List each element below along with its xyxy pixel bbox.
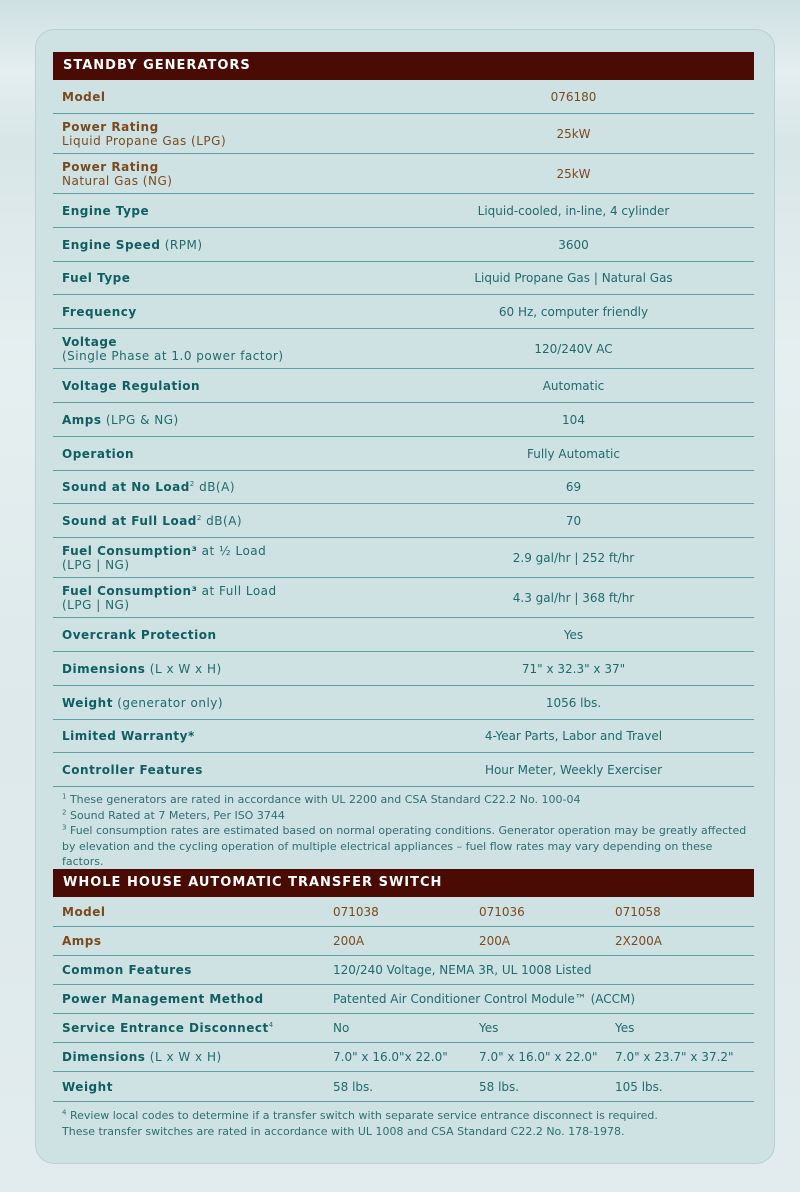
table-row xyxy=(53,154,754,194)
cell-weight-2: 58 lbs. xyxy=(479,1079,520,1094)
cell-dim-3: 7.0" x 23.7" x 37.2" xyxy=(615,1050,734,1064)
row-value: 104 xyxy=(562,412,585,427)
cell-power-mgmt: Patented Air Conditioner Control Module™ (ACCM) xyxy=(333,992,636,1006)
label-sound-no-load: Sound at No Load xyxy=(62,480,190,494)
label-sub: Natural Gas (NG) xyxy=(62,173,173,188)
label-amps: Amps xyxy=(62,934,102,948)
label-inline: at ½ Load xyxy=(197,543,267,558)
label-model: Model xyxy=(62,904,106,919)
table-row xyxy=(53,927,754,956)
table-row xyxy=(53,652,754,686)
cell-service-2: Yes xyxy=(479,1021,499,1035)
label-sub: (LPG | NG) xyxy=(62,597,130,612)
label-inline: dB(A) xyxy=(201,513,243,528)
row-value: Yes xyxy=(563,627,584,642)
table-row xyxy=(53,194,754,228)
label-fuel-consumption-half: Fuel Consumption³ xyxy=(62,543,198,558)
label-frequency: Frequency xyxy=(62,304,137,319)
row-value: 120/240V AC xyxy=(534,341,613,356)
label-voltage: Voltage xyxy=(62,334,118,349)
ats-table xyxy=(53,897,754,1102)
label-power-rating: Power Rating xyxy=(62,159,159,174)
footnote-1: $^1$ These generators are rated in accordance with UL 2200 and CSA Standard C22.2 No. 100-04 xyxy=(62,792,581,806)
table-row xyxy=(53,1014,754,1043)
row-value: 70 xyxy=(565,513,582,528)
footnote-ref: 4 xyxy=(268,1021,274,1029)
table-row xyxy=(53,578,754,618)
label-sub: (LPG | NG) xyxy=(62,557,130,572)
label-warranty: Limited Warranty* xyxy=(62,729,195,743)
ats-footnotes xyxy=(62,1108,752,1139)
label-common: Common Features xyxy=(62,963,192,977)
row-value: Liquid Propane Gas | Natural Gas xyxy=(474,271,673,285)
table-row xyxy=(53,329,754,369)
table-row xyxy=(53,114,754,154)
row-value: Automatic xyxy=(542,378,605,393)
row-value: 3600 xyxy=(558,237,589,252)
label-inline: (LPG & NG) xyxy=(101,412,179,427)
standby-table xyxy=(53,80,754,787)
label-inline: at Full Load xyxy=(197,583,277,598)
table-row xyxy=(53,295,754,329)
label-overcrank: Overcrank Protection xyxy=(62,627,217,642)
row-value: 076180 xyxy=(550,89,597,104)
label-amps: Amps xyxy=(62,412,102,427)
table-row xyxy=(53,1072,754,1102)
footnote-ref: 2 xyxy=(196,513,202,522)
table-row xyxy=(53,437,754,471)
table-row xyxy=(53,80,754,114)
cell-dim-2: 7.0" x 16.0" x 22.0" xyxy=(479,1050,598,1064)
label-power-rating: Power Rating xyxy=(62,119,159,134)
row-value: 71" x 32.3" x 37" xyxy=(521,661,626,676)
row-value: Fully Automatic xyxy=(527,446,620,461)
ats-header: WHOLE HOUSE AUTOMATIC TRANSFER SWITCH xyxy=(53,869,754,897)
table-row xyxy=(53,538,754,578)
standby-header: STANDBY GENERATORS xyxy=(53,52,754,80)
row-value: 1056 lbs. xyxy=(545,695,602,710)
cell-weight-3: 105 lbs. xyxy=(615,1079,663,1094)
table-row xyxy=(53,504,754,538)
footnote-4-cont: These transfer switches are rated in accordance with UL 1008 and CSA Standard C22.2 No. 178-1978. xyxy=(62,1124,625,1138)
row-value: 25kW xyxy=(556,166,591,181)
footnote-ref: 2 xyxy=(189,480,195,488)
row-value: 4-Year Parts, Labor and Travel xyxy=(484,729,663,743)
table-row xyxy=(53,985,754,1014)
label-model: Model xyxy=(62,89,106,104)
label-fuel-consumption-full: Fuel Consumption³ xyxy=(62,583,198,598)
table-row xyxy=(53,262,754,295)
row-value: 60 Hz, computer friendly xyxy=(498,304,649,319)
cell-amps-1: 200A xyxy=(333,934,365,948)
row-value: 69 xyxy=(565,480,582,494)
label-controller: Controller Features xyxy=(62,762,203,777)
label-sub: (Single Phase at 1.0 power factor) xyxy=(62,348,284,363)
cell-amps-2: 200A xyxy=(479,934,511,948)
footnote-2: $^2$ Sound Rated at 7 Meters, Per ISO 3744 xyxy=(62,807,285,822)
cell-weight-1: 58 lbs. xyxy=(333,1079,374,1094)
table-row xyxy=(53,720,754,753)
label-weight: Weight xyxy=(62,695,113,710)
table-row xyxy=(53,403,754,437)
label-inline: (generator only) xyxy=(112,695,224,710)
label-engine-type: Engine Type xyxy=(62,203,150,218)
label-operation: Operation xyxy=(62,446,135,461)
cell-model-2: 071036 xyxy=(479,904,525,919)
table-row xyxy=(53,471,754,504)
cell-service-1: No xyxy=(333,1021,350,1035)
cell-service-3: Yes xyxy=(615,1021,635,1035)
table-row xyxy=(53,228,754,262)
label-power-mgmt: Power Management Method xyxy=(62,992,264,1006)
row-value: 25kW xyxy=(556,126,591,141)
row-value: 4.3 gal/hr | 368 ft/hr xyxy=(512,590,635,605)
label-inline: (L x W x H) xyxy=(145,661,222,676)
standby-footnotes xyxy=(62,792,752,870)
table-row xyxy=(53,618,754,652)
cell-model-3: 071058 xyxy=(615,904,661,919)
table-row: Dimensions (L x W x H) 7.0" x 16.0"x 22.0" 7.0" x 16.0" x 22.0" 7.0" x 23.7" x 37.2" xyxy=(53,1043,754,1072)
label-engine-speed: Engine Speed xyxy=(62,237,161,252)
row-value: Liquid-cooled, in-line, 4 cylinder xyxy=(477,203,670,218)
table-row xyxy=(53,956,754,985)
table-row xyxy=(53,369,754,403)
label-fuel-type: Fuel Type xyxy=(62,271,131,285)
cell-dim-1: 7.0" x 16.0"x 22.0" xyxy=(333,1050,448,1064)
table-row xyxy=(53,897,754,927)
cell-common: 120/240 Voltage, NEMA 3R, UL 1008 Listed xyxy=(333,963,592,977)
row-value: 2.9 gal/hr | 252 ft/hr xyxy=(512,550,635,565)
label-service: Service Entrance Disconnect xyxy=(62,1021,269,1035)
footnote-4: $^4$ Review local codes to determine if a transfer switch with separate service entrance disconnect is required. xyxy=(62,1108,658,1122)
footnote-3: $^3$ Fuel consumption rates are estimated based on normal operating conditions. Generator operation may be greatly affected by elevation and the cycling operation of multiple electrical appliances – fuel flow rates may vary depending on these factors. xyxy=(62,823,747,868)
label-weight: Weight xyxy=(62,1079,113,1094)
row-label xyxy=(62,80,106,113)
label-inline: (RPM) xyxy=(160,237,203,252)
label-sub: Liquid Propane Gas (LPG) xyxy=(62,133,227,148)
label-dimensions: Dimensions xyxy=(62,1050,146,1064)
label-dimensions: Dimensions xyxy=(62,661,146,676)
cell-model-1: 071038 xyxy=(333,904,379,919)
table-row xyxy=(53,686,754,720)
row-value: Hour Meter, Weekly Exerciser xyxy=(484,762,663,777)
table-row xyxy=(53,753,754,787)
label-inline: dB(A) xyxy=(194,480,236,494)
label-voltage-regulation: Voltage Regulation xyxy=(62,378,201,393)
cell-amps-3: 2X200A xyxy=(615,934,662,948)
label-sound-full-load: Sound at Full Load xyxy=(62,513,197,528)
